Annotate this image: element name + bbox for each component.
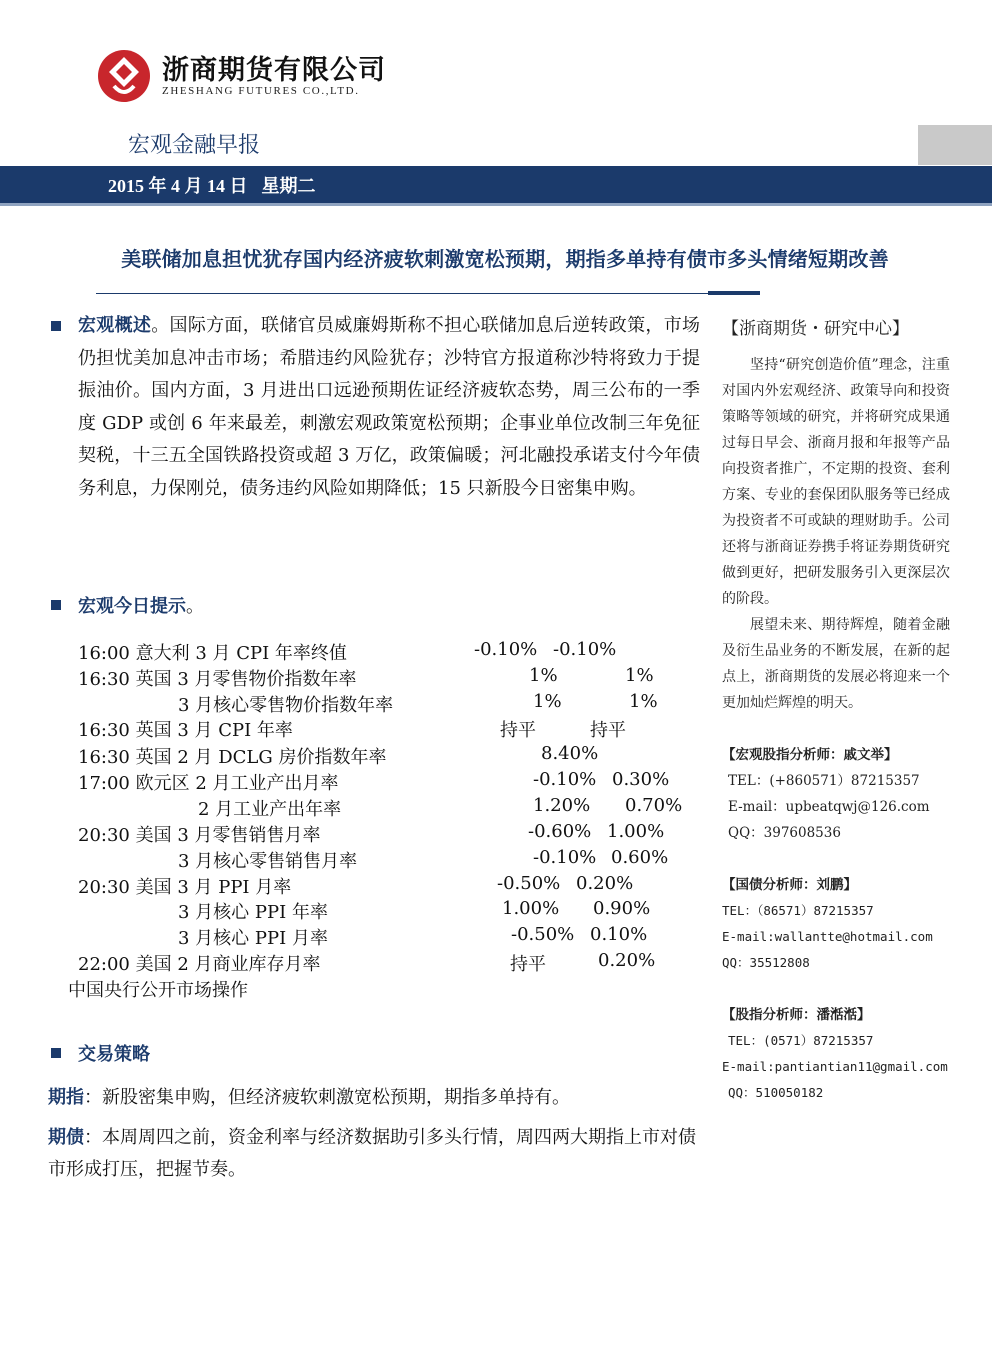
tip-label: 16:30 英国 2 月 DCLG 房价指数年率 <box>78 747 387 768</box>
tip-value-1: -0.10% <box>533 847 597 868</box>
tip-label: 2 月工业产出年率 <box>198 799 342 820</box>
overview-bullet-icon <box>51 321 61 331</box>
tip-value-2: 0.90% <box>593 898 651 919</box>
tip-value-1: -0.50% <box>511 924 575 945</box>
tip-value-1: 1% <box>533 691 562 712</box>
header-decoration-box <box>918 125 992 165</box>
tip-label: 3 月核心 PPI 月率 <box>178 928 328 949</box>
date-value: 2015 年 4 月 14 日 <box>108 176 248 196</box>
bonds-label: 期债 <box>48 1127 84 1148</box>
tip-label: 16:00 意大利 3 月 CPI 年率终值 <box>78 643 347 664</box>
report-date <box>108 172 316 198</box>
analyst-title: 【宏观股指分析师：戚文举】 <box>722 747 898 763</box>
strategy-bullet-icon <box>51 1048 61 1058</box>
analyst-title: 【股指分析师：潘湉湉】 <box>722 1007 871 1023</box>
tip-value-1: -0.10% <box>533 769 597 790</box>
research-center-heading: 【浙商期货・研究中心】 <box>722 319 909 339</box>
weekday: 星期二 <box>261 176 316 196</box>
tips-heading-suffix: 。 <box>186 596 204 617</box>
strategy-bonds <box>48 1122 700 1186</box>
macro-overview <box>78 310 700 505</box>
headline-divider <box>96 293 760 294</box>
analyst-title: 【国债分析师：刘鹏】 <box>722 877 857 893</box>
tips-heading <box>78 592 204 618</box>
tip-label: 中国央行公开市场操作 <box>68 980 248 1001</box>
tip-label: 20:30 美国 3 月 PPI 月率 <box>78 877 292 898</box>
analyst-tel: TEL：(+860571）87215357 <box>728 773 920 789</box>
analyst-card <box>722 872 982 976</box>
analyst-tel: TEL：（86571）87215357 <box>722 903 874 918</box>
tip-value-2: 0.10% <box>590 924 648 945</box>
analyst-email[interactable]: E-mail:pantiantian11@gmail.com <box>722 1059 948 1074</box>
tip-label: 16:30 英国 3 月零售物价指数年率 <box>78 669 357 690</box>
zheshang-logo-icon <box>96 48 152 104</box>
tip-label: 17:00 欧元区 2 月工业产出月率 <box>78 773 339 794</box>
analyst-qq: QQ：510050182 <box>728 1085 824 1100</box>
tip-value-1: -0.60% <box>528 821 592 842</box>
tip-value-2: 0.20% <box>598 950 656 971</box>
headline: 美联储加息担忧犹存国内经济疲软刺激宽松预期，期指多单持有债市多头情绪短期改善 <box>121 247 889 271</box>
tip-value-2: 0.20% <box>576 873 634 894</box>
tip-value-1: 1.20% <box>533 795 591 816</box>
tip-value-1: 8.40% <box>541 743 599 764</box>
tip-label: 16:30 英国 3 月 CPI 年率 <box>78 720 293 741</box>
tip-value-2: 0.60% <box>611 847 669 868</box>
tip-value-1: 持平 <box>510 954 546 975</box>
futures-text: ：新股密集申购，但经济疲软刺激宽松预期，期指多单持有。 <box>84 1087 570 1108</box>
tip-value-1: -0.50% <box>497 873 561 894</box>
bonds-text: ：本周周四之前，资金利率与经济数据助引多头行情，周四两大期指上市对债市形成打压，把握节奏。 <box>48 1127 696 1180</box>
tip-value-1: -0.10% <box>474 639 538 660</box>
tip-value-2: 1% <box>629 691 658 712</box>
headline-divider-accent <box>708 291 760 295</box>
tip-label: 20:30 美国 3 月零售销售月率 <box>78 825 321 846</box>
analyst-qq: QQ：35512808 <box>722 955 810 970</box>
tip-value-1: 1.00% <box>502 898 560 919</box>
strategy-heading: 交易策略 <box>78 1044 150 1065</box>
tip-value-2: 1% <box>625 665 654 686</box>
analyst-qq: QQ：397608536 <box>728 825 841 841</box>
tip-value-2: 0.70% <box>625 795 683 816</box>
tip-value-1: 1% <box>529 665 558 686</box>
analyst-tel: TEL：(0571）87215357 <box>728 1033 874 1048</box>
analyst-email[interactable]: E-mail:wallantte@hotmail.com <box>722 929 933 944</box>
tip-value-2: 0.30% <box>612 769 670 790</box>
report-title: 宏观金融早报 <box>128 133 261 158</box>
tip-value-2: -0.10% <box>553 639 617 660</box>
analyst-card <box>722 1002 982 1106</box>
tip-value-1: 持平 <box>500 720 536 741</box>
analyst-email[interactable]: E-mail：upbeatqwj@126.com <box>728 799 930 815</box>
tip-value-2: 1.00% <box>607 821 665 842</box>
tip-value-2: 持平 <box>590 720 626 741</box>
company-name-cn: 浙商期货有限公司 <box>162 55 386 86</box>
tips-heading-text: 宏观今日提示 <box>78 596 186 617</box>
tip-label: 3 月核心零售销售月率 <box>178 851 358 872</box>
company-name-en: ZHESHANG FUTURES CO.,LTD. <box>162 85 360 97</box>
company-logo <box>96 44 386 106</box>
analyst-card <box>722 742 982 846</box>
tips-bullet-icon <box>51 600 61 610</box>
research-center-outlook: 展望未来、期待辉煌，随着金融及衍生品业务的不断发展，在新的起点上，浙商期货的发展必将迎来一个更加灿烂辉煌的明天。 <box>722 617 950 711</box>
tip-label: 3 月核心 PPI 年率 <box>178 902 328 923</box>
futures-label: 期指 <box>48 1087 84 1108</box>
tip-label: 3 月核心零售物价指数年率 <box>178 695 394 716</box>
research-center-intro: 坚持“研究创造价值”理念，注重对国内外宏观经济、政策导向和投资策略等领域的研究，并将研究成果通过每日早会、浙商月报和年报等产品向投资者推广，不定期的投资、套利方案、专业的套保团队服务等已经成为投资者不可或缺的理财助手。公司还将与浙商证券携手将证券期货研究做到更好，把研发服务引入更深层次的阶段。 <box>722 357 950 607</box>
overview-lead: 宏观概述 <box>78 315 152 336</box>
tip-label: 22:00 美国 2 月商业库存月率 <box>78 954 321 975</box>
overview-text: 。国际方面，联储官员威廉姆斯称不担心联储加息后逆转政策，市场仍担忧美加息冲击市场；希腊违约风险犹存；沙特官方报道称沙特将致力于提振油价。国内方面，3 月进出口远逊预期佐证经济疲软态势，周三公布的一季度 GDP 或创 6 年来最差，刺激宏观政策宽松预期；企事业单位改制三年免征契税，十三五全国铁路投资或超 3 万亿，政策偏暖；河北融投承诺支付今年债务利息，力保刚兑，债务违约风险如期降低；15 只新股今日密集申购。 <box>78 315 701 499</box>
strategy-futures <box>48 1082 700 1114</box>
